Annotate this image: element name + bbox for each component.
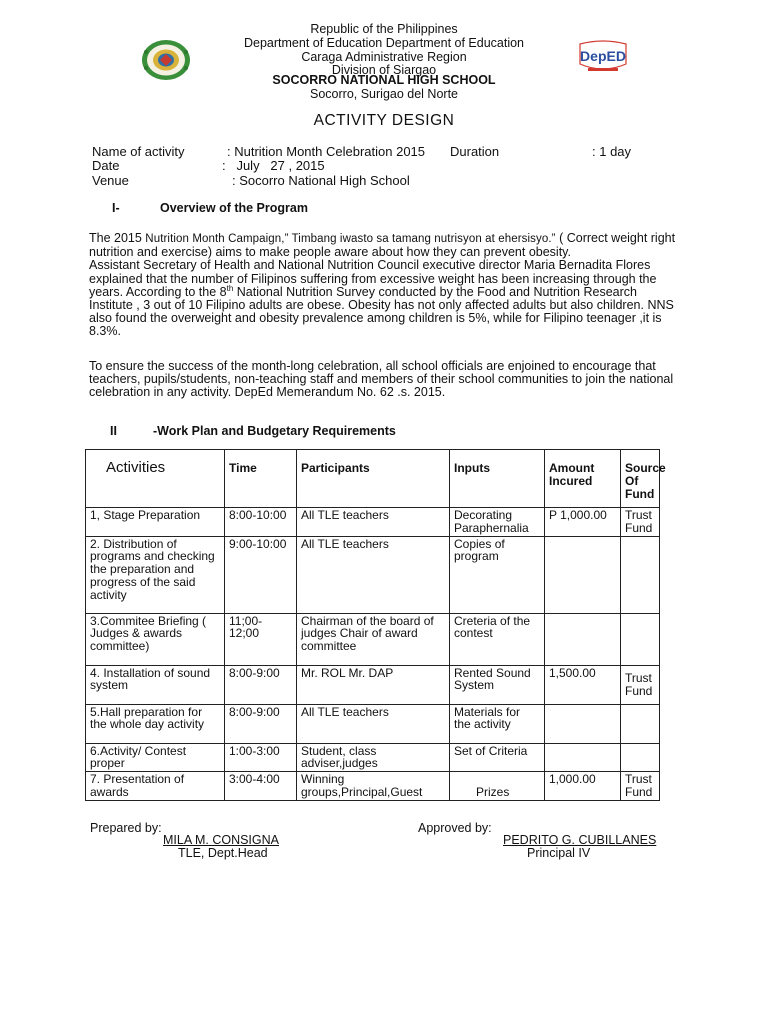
duration-value: : 1 day: [592, 144, 632, 159]
overview-p2-sup: th: [226, 283, 234, 293]
document-title: ACTIVITY DESIGN: [313, 112, 455, 129]
table-cell: Trust Fund: [621, 508, 660, 537]
deped-logo-text: DepED: [580, 48, 626, 64]
table-cell: 11;00-12;00: [225, 613, 297, 665]
table-cell: Mr. ROL Mr. DAP: [297, 665, 450, 704]
table-cell: All TLE teachers: [297, 536, 450, 613]
name-value: : Nutrition Month Celebration 2015: [227, 144, 426, 159]
table-cell: 8:00-9:00: [225, 665, 297, 704]
overview-paragraph-3: To ensure the success of the month-long celebration, all school officials are enjoined to encourage that teachers, pupils/students, non-teaching staff and members of their school communities to join the national celebration in any activity. DepEd Memerandum No. 62 .s. 2015.: [89, 359, 674, 400]
table-cell: Student, class adviser,judges: [297, 743, 450, 772]
header-region: Caraga Administrative Region: [301, 50, 467, 64]
table-cell: 7. Presentation of awards: [86, 772, 225, 801]
table-cell: 1,500.00: [545, 665, 621, 704]
campaign-theme: Nutrition Month Campaign,” Timbang iwasto sa tamang nutrisyon at ehersisyo.”: [145, 233, 556, 245]
table-row: [86, 536, 660, 613]
table-cell: All TLE teachers: [297, 704, 450, 743]
table-cell: Copies of program: [450, 536, 545, 613]
header-republic: Republic of the Philippines: [310, 22, 458, 36]
table-cell: 1,000.00: [545, 772, 621, 801]
section1-number: I-: [112, 201, 120, 215]
overview-p1-lead: The 2015: [89, 231, 146, 245]
table-cell: [545, 613, 621, 665]
table-cell: 8:00-9:00: [225, 704, 297, 743]
venue-label: Venue: [92, 173, 129, 188]
header-department: Department of Education Department of Education: [243, 36, 525, 50]
table-cell: Winning groups,Principal,Guest: [297, 772, 450, 801]
table-cell: Decorating Paraphernalia: [450, 508, 545, 537]
table-row: [86, 704, 660, 743]
table-cell: P 1,000.00: [545, 508, 621, 537]
prepared-by-name: MILA M. CONSIGNA: [163, 833, 279, 847]
table-cell: [545, 743, 621, 772]
table-cell: 8:00-10:00: [225, 508, 297, 537]
header-time: Time: [225, 450, 297, 508]
table-row: [86, 613, 660, 665]
section1-title: Overview of the Program: [160, 201, 308, 215]
table-cell: 9:00-10:00: [225, 536, 297, 613]
table-header-row: [86, 450, 660, 508]
duration-label: Duration: [450, 144, 500, 159]
table-cell: 2. Distribution of programs and checking the preparation and progress of the said activity: [86, 536, 225, 613]
overview-p2-lead: Assistant Secretary of Health and National Nutrition Council executive director Maria Bernadita Flores explained that the number of Filipinos suffering from excessive weight has been increasing through the years. According to the 8: [89, 258, 657, 299]
table-cell: Creteria of the contest: [450, 613, 545, 665]
table-cell: [545, 536, 621, 613]
table-row: [86, 508, 660, 537]
header-activities: Activities: [86, 450, 225, 508]
section2-title: -Work Plan and Budgetary Requirements: [153, 424, 396, 438]
overview-p2-rest: National Nutrition Survey conducted by the Food and Nutrition Research Institute , 3 out of 10 Filipino adults are obese. Obesity has not only affected adults but also children. NNS also found the overweight and obesity prevalence among children is 5%, while for Filipino teenager ,it is 8.3%.: [89, 284, 674, 339]
table-cell: Trust Fund: [621, 772, 660, 801]
table-cell: [621, 743, 660, 772]
header-source-of-fund: Source Of Fund: [621, 450, 660, 508]
table-cell: Chairman of the board of judges Chair of award committee: [297, 613, 450, 665]
table-cell: Prizes: [450, 772, 545, 801]
table-row: [86, 665, 660, 704]
work-plan-table: [85, 449, 666, 801]
date-label: Date: [92, 158, 120, 173]
header-amount: Amount Incured: [545, 450, 621, 508]
header-school-name: SOCORRO NATIONAL HIGH SCHOOL: [272, 73, 496, 87]
table-cell: 1:00-3:00: [225, 743, 297, 772]
table-cell: Trust Fund: [621, 665, 660, 704]
deped-logo: [578, 40, 628, 78]
overview-paragraph-1: [89, 232, 679, 339]
header-inputs: Inputs: [450, 450, 545, 508]
table-cell: [621, 536, 660, 613]
section2-number: II: [110, 424, 117, 438]
name-label: Name of activity: [92, 144, 185, 159]
approved-by-name: PEDRITO G. CUBILLANES: [503, 833, 657, 847]
table-cell: Set of Criteria: [450, 743, 545, 772]
date-value: : July 27 , 2015: [222, 158, 325, 173]
prepared-by-label: Prepared by:: [90, 821, 162, 835]
table-cell: Rented Sound System: [450, 665, 545, 704]
table-cell: 3:00-4:00: [225, 772, 297, 801]
overview-p1-rest: ( Correct weight right nutrition and exercise) aims to make people aware about how they can prevent obesity.: [89, 231, 676, 260]
table-cell: [621, 704, 660, 743]
approved-by-label: Approved by:: [418, 821, 492, 835]
table-cell: [545, 704, 621, 743]
approved-by-title: Principal IV: [527, 846, 591, 860]
table-cell: 4. Installation of sound system: [86, 665, 225, 704]
header-address: Socorro, Surigao del Norte: [310, 87, 458, 101]
header-participants: Participants: [297, 450, 450, 508]
table-cell: All TLE teachers: [297, 508, 450, 537]
table-cell: Materials for the activity: [450, 704, 545, 743]
table-row: [86, 743, 660, 772]
prepared-by-title: TLE, Dept.Head: [178, 846, 268, 860]
venue-value: : Socorro National High School: [232, 173, 410, 188]
table-cell: 6.Activity/ Contest proper: [86, 743, 225, 772]
table-row: [86, 772, 660, 801]
table-cell: [621, 613, 660, 665]
table-cell: 1, Stage Preparation: [86, 508, 225, 537]
table-cell: 5.Hall preparation for the whole day activity: [86, 704, 225, 743]
header-division: Division of Siargao: [331, 63, 437, 77]
table-cell: 3.Commitee Briefing ( Judges & awards committee): [86, 613, 225, 665]
